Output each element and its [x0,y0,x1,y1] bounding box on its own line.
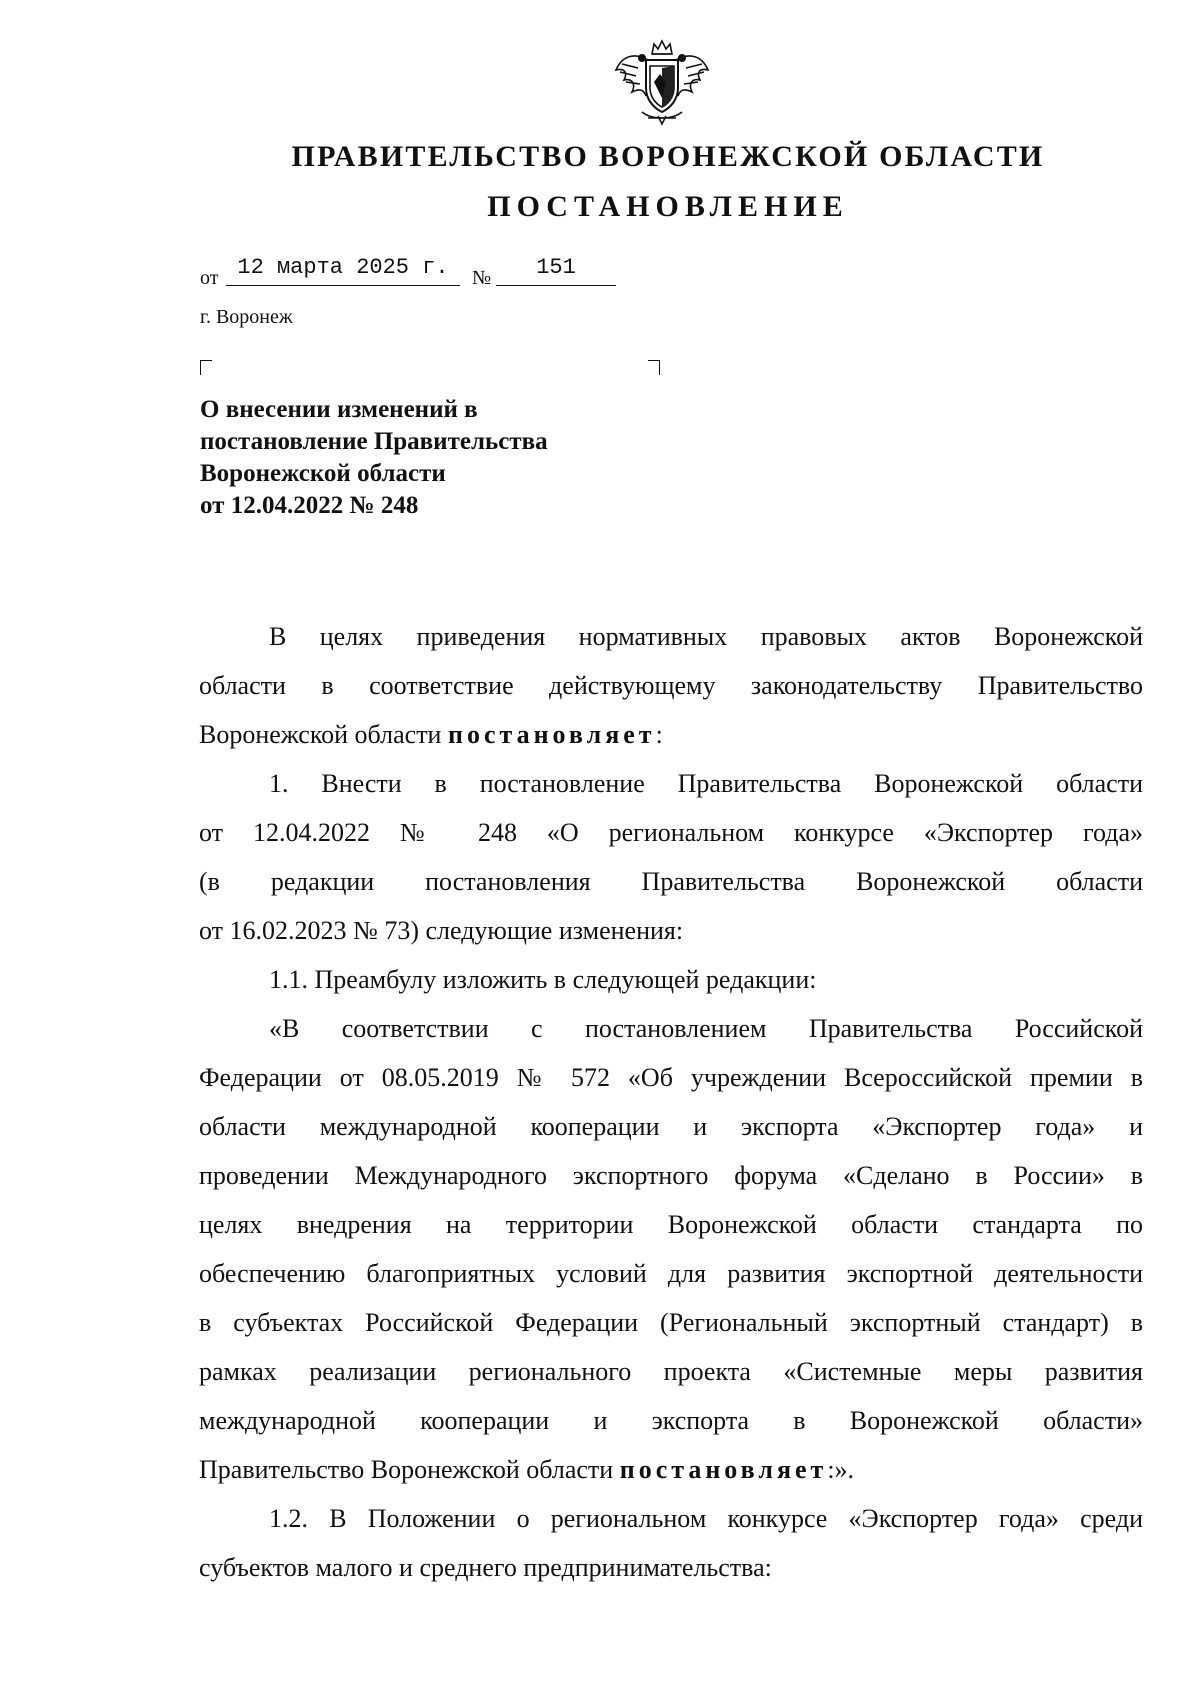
body-line: проведении Международного экспортного форума «Сделано в России» в [199,1161,1143,1190]
city: г. Воронеж [200,306,293,328]
body-line: Федерации от 08.05.2019 № 572 «Об учреждении Всероссийской премии в [199,1063,1143,1092]
body-text: Правительство Воронежской области [199,1455,620,1484]
date-prefix: от [200,267,219,289]
body-line: 1. Внести в постановление Правительства Воронежской области [269,769,1143,798]
number-prefix: № [472,267,492,289]
body-line: рамках реализации регионального проекта «Системные меры развития [199,1357,1143,1386]
corner-mark-right [648,360,660,375]
body-line: целях внедрения на территории Воронежской области стандарта по [199,1210,1143,1239]
document-date: 12 марта 2025 г. [226,255,460,286]
decree-word: постановляет [619,1455,828,1484]
body-line: в субъектах Российской Федерации (Региональный экспортный стандарт) в [199,1308,1143,1337]
document-type: ПОСТАНОВЛЕНИЕ [487,190,849,223]
body-line: субъектов малого и среднего предпринимательства: [199,1553,772,1582]
body-text: Воронежской области [199,720,448,749]
decree-word: постановляет [447,720,656,749]
body-text: : [655,720,663,749]
body-line: области в соответствие действующему законодательству Правительство [199,671,1143,700]
body-text: :». [827,1455,855,1484]
body-line: «В соответствии с постановлением Правительства Российской [269,1014,1143,1043]
body-line: области международной кооперации и экспорта «Экспортер года» и [199,1112,1143,1141]
date-number-line [200,255,680,291]
body-line: 1.2. В Положении о региональном конкурсе «Экспортер года» среди [269,1504,1143,1533]
body-line: международной кооперации и экспорта в Воронежской области» [199,1406,1143,1435]
subject-line: Воронежской области [200,460,446,487]
body-line: обеспечению благоприятных условий для развития экспортной деятельности [199,1259,1143,1288]
body-line: (в редакции постановления Правительства Воронежской области [199,867,1143,896]
subject-line: от 12.04.2022 № 248 [200,492,419,519]
body-line: от 12.04.2022 № 248 «О региональном конкурсе «Экспортер года» [199,818,1143,847]
body-line: от 16.02.2023 № 73) следующие изменения: [199,916,684,945]
document-body [199,612,1143,1592]
body-line [199,710,1143,759]
document-subject [200,394,720,522]
corner-mark-left [200,360,212,375]
document-number: 151 [496,255,616,286]
body-line: В целях приведения нормативных правовых актов Воронежской [269,622,1143,651]
body-line [199,1445,1143,1494]
body-line: 1.1. Преамбулу изложить в следующей редакции: [269,965,817,994]
subject-line: О внесении изменений в [200,396,478,423]
organization-title: ПРАВИТЕЛЬСТВО ВОРОНЕЖСКОЙ ОБЛАСТИ [291,140,1045,173]
coat-of-arms-icon [612,38,712,126]
subject-line: постановление Правительства [200,428,548,455]
